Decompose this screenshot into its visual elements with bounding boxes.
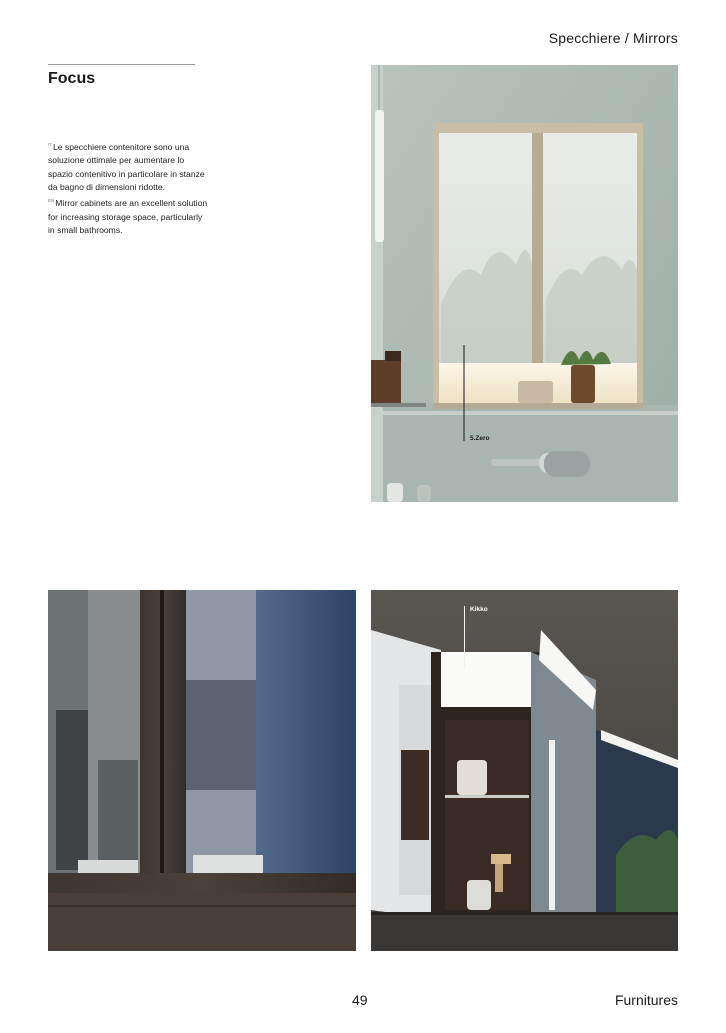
callout-line-kikko: [464, 606, 465, 668]
mirror-cabinet-photo: [371, 65, 678, 502]
italian-marker: IT: [48, 142, 52, 147]
intro-english: [48, 194, 208, 237]
wood-frame-mirror-illustration: [48, 590, 356, 951]
english-paragraph: Mirror cabinets are an excellent solution for increasing storage space, particularly in small bathrooms.: [48, 198, 208, 236]
focus-title: Focus: [48, 70, 96, 87]
intro-text: [48, 138, 208, 238]
footer-category: Furnitures: [614, 992, 678, 1008]
italian-paragraph: Le specchiere contenitore sono una soluzione ottimale per aumentare lo spazio contenitivo in particolare in stanze da bagno di dimensioni ridotte.: [48, 141, 205, 193]
kikko-mirror-photo: [371, 590, 678, 951]
intro-italian: [48, 138, 208, 194]
callout-label-5zero: 5.Zero: [470, 435, 490, 442]
wood-frame-mirror-photo: [48, 590, 356, 951]
page-number: 49: [352, 992, 368, 1008]
mirror-cabinet-illustration: [371, 65, 678, 502]
kikko-mirror-illustration: [371, 590, 678, 951]
focus-divider: [48, 64, 195, 65]
callout-label-kikko: Kikko: [470, 606, 488, 613]
english-marker: EN: [48, 198, 55, 204]
section-title: Specchiere / Mirrors: [548, 30, 678, 46]
